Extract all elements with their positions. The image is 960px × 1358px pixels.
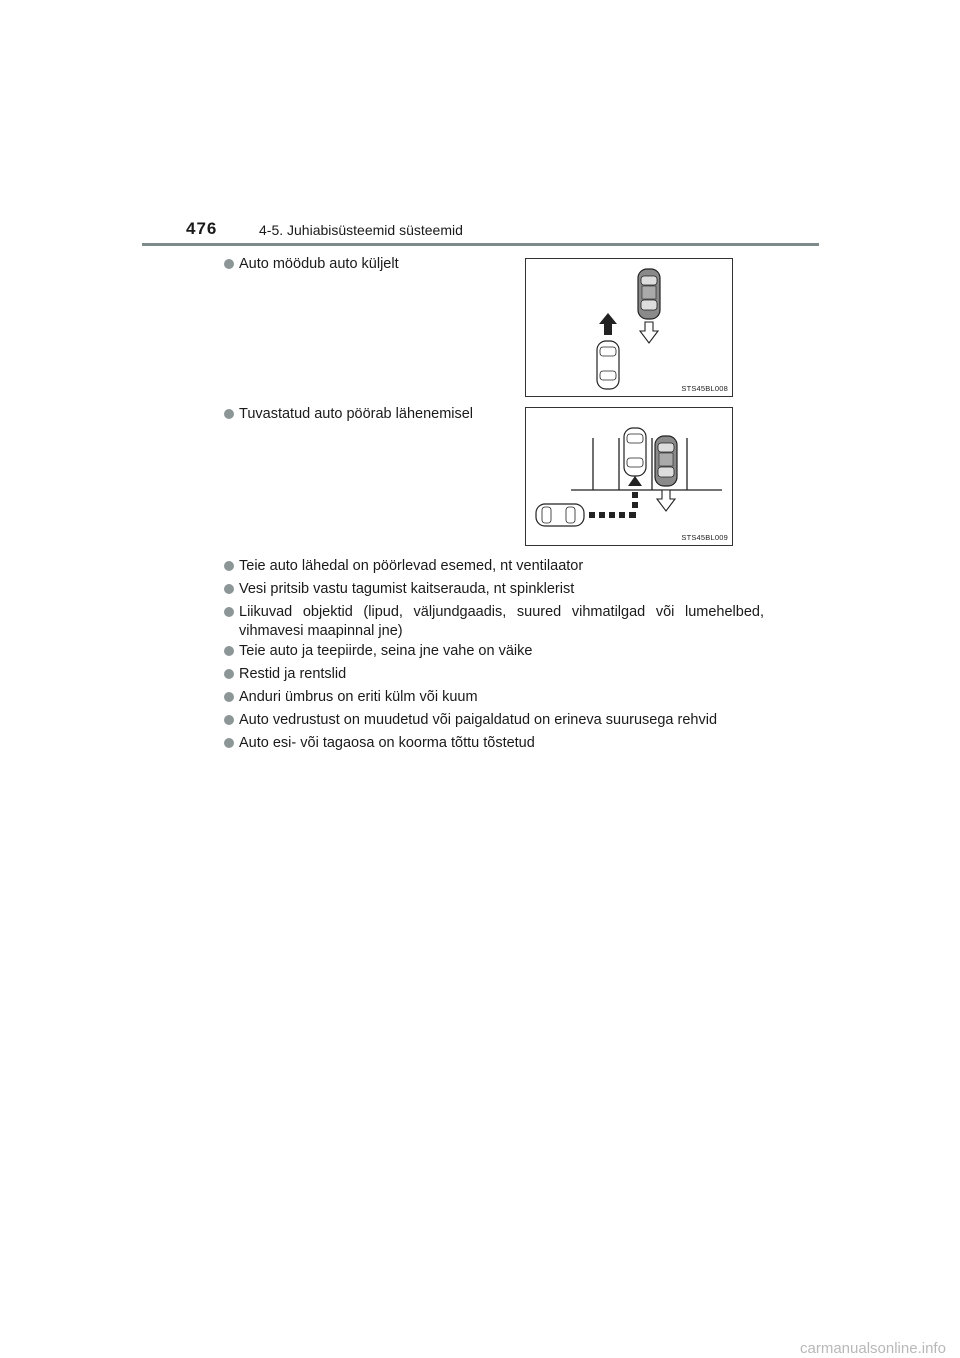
bullet-text: Tuvastatud auto pöörab lähenemisel	[239, 406, 474, 422]
list-item	[224, 603, 764, 641]
bullet-icon	[224, 646, 234, 656]
figure-turning-car	[525, 407, 733, 546]
page-number: 476	[186, 219, 218, 238]
detected-car-icon	[638, 269, 660, 319]
parked-car-icon	[624, 428, 646, 476]
turning-path-arrow-icon	[589, 476, 642, 518]
down-arrow-icon	[657, 490, 675, 511]
up-arrow-icon	[599, 313, 617, 335]
list-item	[224, 665, 346, 684]
list-item-text: Auto esi- või tagaosa on koorma tõttu tõstetud	[239, 735, 535, 751]
bullet-item-passing-car	[224, 255, 399, 274]
list-item-text: Teie auto lähedal on pöörlevad esemed, nt ventilaator	[239, 558, 584, 574]
list-item-text: Vesi pritsib vastu tagumist kaitserauda, nt spinklerist	[239, 581, 575, 597]
watermark: carmanualsonline.info	[800, 1340, 946, 1357]
list-item-text: Liikuvad objektid (lipud, väljundgaadis, suured vihmatilgad või lumehelbed, vihmavesi maapinnal jne)	[239, 604, 764, 639]
header-rule	[142, 243, 819, 246]
list-item	[224, 580, 574, 599]
bullet-icon	[224, 692, 234, 702]
figure-code: STS45BL009	[681, 533, 728, 542]
turning-car-icon	[536, 504, 584, 526]
figure-code: STS45BL008	[681, 384, 728, 393]
bullet-icon	[224, 409, 234, 419]
figure-passing-car	[525, 258, 733, 397]
bullet-text: Auto möödub auto küljelt	[239, 256, 399, 272]
bullet-icon	[224, 738, 234, 748]
bullet-item-turning-car	[224, 405, 473, 424]
bullet-icon	[224, 561, 234, 571]
list-item	[224, 557, 583, 576]
own-car-icon	[655, 436, 677, 486]
bullet-icon	[224, 715, 234, 725]
down-arrow-icon	[640, 322, 658, 343]
list-item	[224, 642, 532, 661]
turning-car-illustration	[526, 408, 732, 545]
list-item	[224, 711, 717, 730]
list-item-text: Anduri ümbrus on eriti külm või kuum	[239, 689, 478, 705]
section-title: 4-5. Juhiabisüsteemid süsteemid	[259, 222, 463, 238]
bullet-icon	[224, 607, 234, 617]
passing-car-illustration	[526, 259, 732, 396]
own-car-icon	[597, 341, 619, 389]
bullet-icon	[224, 259, 234, 269]
list-item-text: Restid ja rentslid	[239, 666, 347, 682]
bullet-icon	[224, 669, 234, 679]
list-item-text: Teie auto ja teepiirde, seina jne vahe on väike	[239, 643, 533, 659]
list-item-text: Auto vedrustust on muudetud või paigaldatud on erineva suurusega rehvid	[239, 712, 718, 728]
list-item	[224, 688, 478, 707]
bullet-icon	[224, 584, 234, 594]
list-item	[224, 734, 535, 753]
